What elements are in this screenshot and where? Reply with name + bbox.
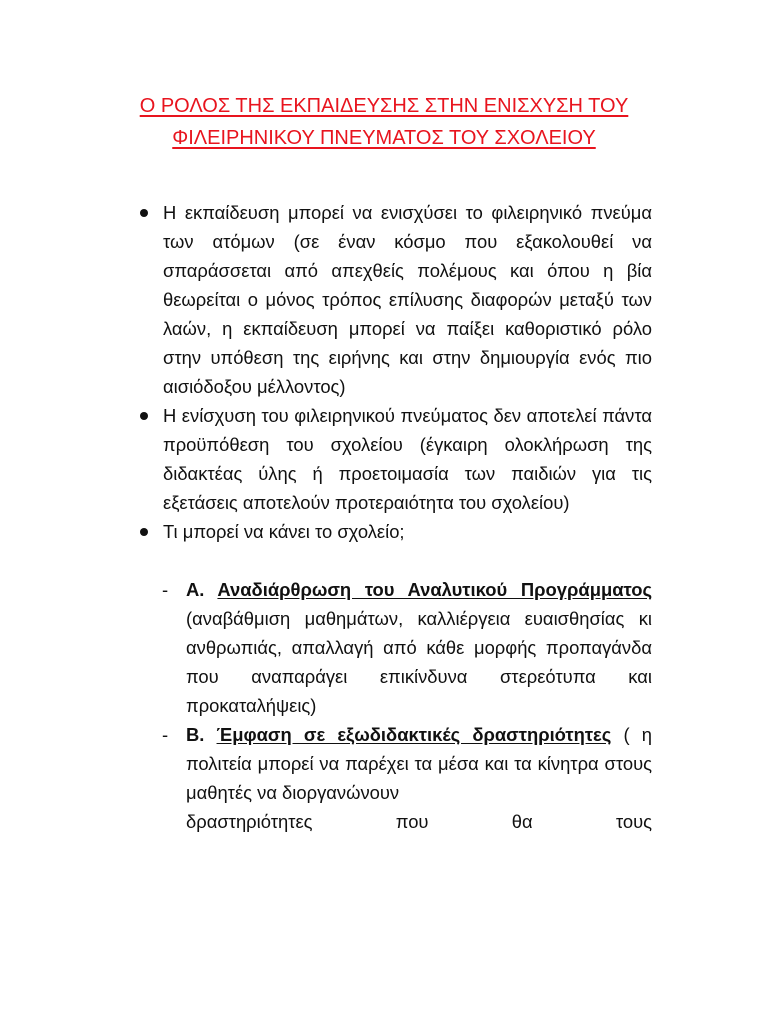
dash-list — [116, 575, 652, 836]
bullet-text-3: Τι μπορεί να κάνει το σχολείο; — [163, 521, 405, 542]
dash-item-1-prefix: Α. — [186, 579, 218, 600]
dash-item-2-last-line: δραστηριότητες που θα τους — [186, 811, 652, 832]
dash-marker: - — [162, 579, 169, 600]
bullet-item-1 — [116, 198, 652, 401]
bullet-item-2 — [116, 401, 652, 517]
bullet-dot-icon — [140, 528, 148, 536]
paragraph-spacer — [116, 546, 652, 575]
dash-item-1-heading: Αναδιάρθρωση του Αναλυτικού Προγράμματος — [217, 579, 653, 600]
dash-item-2-prefix: Β. — [186, 724, 217, 745]
title-line-2: ΦΙΛΕΙΡΗΝΙΚΟΥ ΠΝΕΥΜΑΤΟΣ ΤΟΥ ΣΧΟΛΕΙΟΥ — [172, 127, 596, 149]
page-title — [116, 90, 652, 154]
title-line-1: Ο ΡΟΛΟΣ ΤΗΣ ΕΚΠΑΙΔΕΥΣΗΣ ΣΤΗΝ ΕΝΙΣΧΥΣΗ ΤΟΥ — [139, 95, 629, 117]
bullet-list — [116, 198, 652, 546]
bullet-dot-icon — [140, 412, 148, 420]
bullet-text-1: Η εκπαίδευση μπορεί να ενισχύσει το φιλειρηνικό πνεύμα των ατόμων (σε έναν κόσμο που εξακολουθεί να σπαράσσεται από απεχθείς πολέμους και όπου η βία θεωρείται ο μόνος τρόπος επίλυσης διαφορών μεταξύ των λαών, η εκπαίδευση μπορεί να παίξει καθοριστικό ρόλο στην υπόθεση της ειρήνης και στην δημιουργία ενός πιο αισιόδοξου μέλλοντος) — [163, 202, 652, 397]
bullet-dot-icon — [140, 209, 148, 217]
dash-item-1-text: (αναβάθμιση μαθημάτων, καλλιέργεια ευαισθησίας κι ανθρωπιάς, απαλλαγή από κάθε μορφής προπαγάνδα που αναπαράγει επικίνδυνα στερεότυπα και προκαταλήψεις) — [186, 608, 652, 716]
dash-item-2-heading: Έμφαση σε εξωδιδακτικές δραστηριότητες — [216, 724, 612, 745]
bullet-item-3 — [116, 517, 652, 546]
bullet-text-2: Η ενίσχυση του φιλειρηνικού πνεύματος δεν αποτελεί πάντα προϋπόθεση του σχολείου (έγκαιρη ολοκλήρωση της διδακτέας ύλης ή προετοιμασία των παιδιών για τις εξετάσεις αποτελούν προτεραιότητα του σχολείου) — [163, 405, 652, 513]
dash-item-2-text: ( η πολιτεία μπορεί να παρέχει τα μέσα και τα κίνητρα στους μαθητές να διοργανώνουν — [186, 724, 652, 803]
dash-item-1 — [116, 575, 652, 720]
dash-marker: - — [162, 724, 169, 745]
dash-item-2 — [116, 720, 652, 836]
